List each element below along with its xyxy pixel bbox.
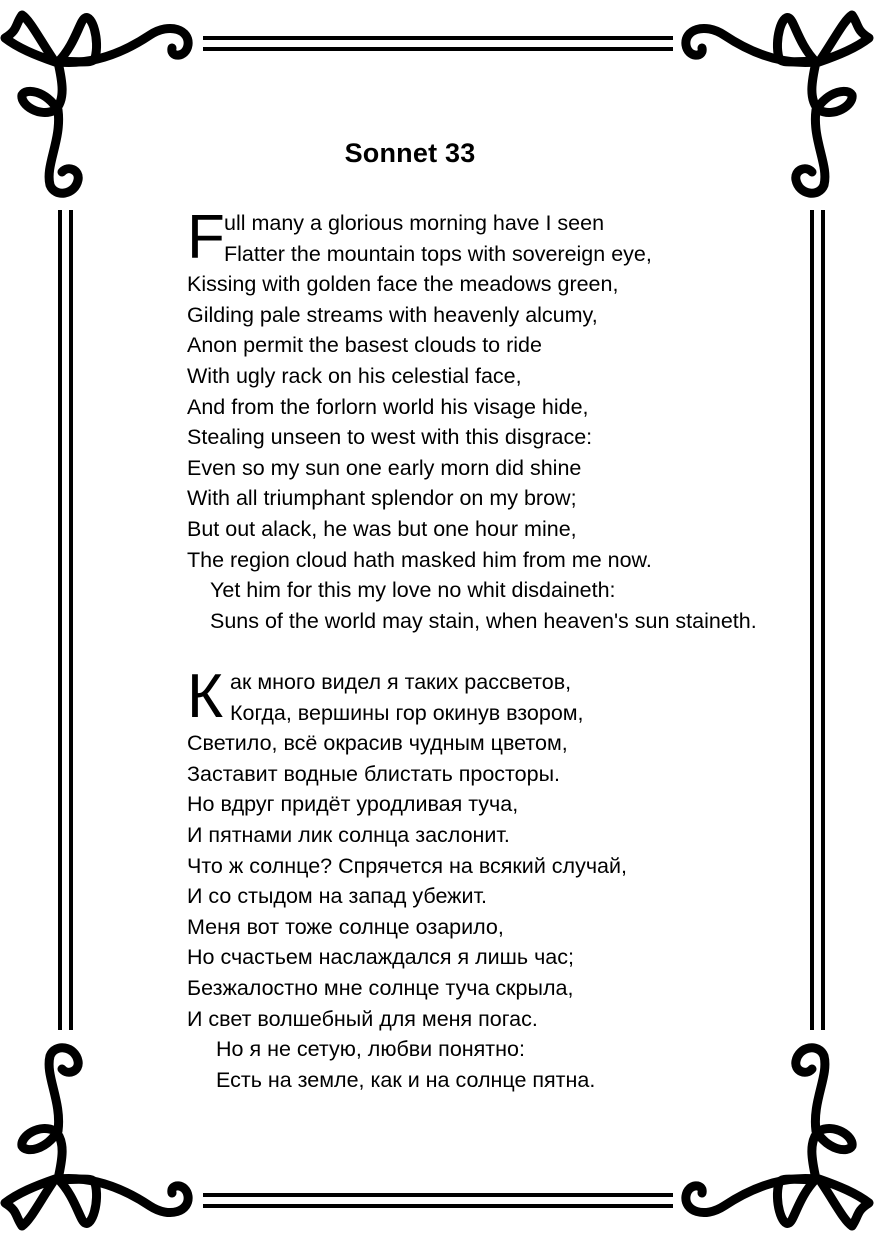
russian-translation [187, 662, 627, 1095]
corner-ornament-top-right-icon [674, 0, 874, 210]
couplet-line: Но я не сетую, любви понятно: [216, 1037, 525, 1062]
poem-line: And from the forlorn world his visage hide, [187, 394, 589, 419]
poem-line: Stealing unseen to west with this disgrace: [187, 425, 593, 450]
frame-bottom-rule-outer [203, 1204, 673, 1208]
couplet-line: Yet him for this my love no whit disdaineth: [210, 578, 616, 603]
frame-right-rule-inner [810, 210, 814, 1030]
poem-line: The region cloud hath masked him from me now. [187, 547, 652, 572]
corner-ornament-bottom-left-icon [0, 1031, 200, 1241]
poem-line: Безжалостно мне солнце туча скрыла, [187, 975, 574, 1000]
poem-line: И свет волшебный для меня погас. [187, 1006, 538, 1031]
poem-line: Что ж солнце? Спрячется на всякий случай, [187, 853, 627, 878]
poem-line: Светило, всё окрасив чудным цветом, [187, 731, 568, 756]
frame-left-rule-inner [69, 210, 73, 1030]
poem-line: ак много видел я таких рассветов, [230, 670, 572, 694]
frame-top-rule-inner [203, 47, 673, 51]
couplet-line: Есть на земле, как и на солнце пятна. [216, 1067, 596, 1092]
couplet-line: Suns of the world may stain, when heaven's sun staineth. [210, 608, 757, 633]
poem-line: Even so my sun one early morn did shine [187, 455, 582, 480]
frame-left-rule-outer [58, 210, 62, 1030]
poem-line: И пятнами лик солнца заслонит. [187, 822, 510, 847]
poem-line: Flatter the mountain tops with sovereign eye, [224, 241, 652, 266]
poem-line: Gilding pale streams with heavenly alcumy, [187, 302, 598, 327]
stanza-opening [187, 203, 757, 272]
english-sonnet [187, 203, 757, 636]
poem-line: Когда, вершины гор окинув взором, [230, 700, 584, 725]
poem-line: ull many a glorious morning have I seen [224, 211, 605, 235]
poem-line: With ugly rack on his celestial face, [187, 363, 522, 388]
poem-line: И со стыдом на запад убежит. [187, 884, 488, 909]
frame-top-rule-outer [203, 36, 673, 40]
stanza-opening [187, 662, 627, 731]
poem-line: Но счастьем наслаждался я лишь час; [187, 945, 574, 970]
frame-right-rule-outer [821, 210, 825, 1030]
drop-cap: F [187, 203, 225, 272]
poem-line: But out alack, he was but one hour mine, [187, 516, 577, 541]
poem-line: Заставит водные блистать просторы. [187, 761, 560, 786]
corner-ornament-top-left-icon [0, 0, 200, 210]
frame-bottom-rule-inner [203, 1193, 673, 1197]
poem-line: Меня вот тоже солнце озарило, [187, 914, 504, 939]
poem-line: Anon permit the basest clouds to ride [187, 333, 542, 358]
corner-ornament-bottom-right-icon [674, 1031, 874, 1241]
page-title: Sonnet 33 [344, 138, 476, 168]
poem-line: Kissing with golden face the meadows green, [187, 272, 619, 297]
drop-cap: К [187, 662, 224, 731]
poem-line: With all triumphant splendor on my brow; [187, 486, 577, 511]
poem-line: Но вдруг придёт уродливая туча, [187, 792, 519, 817]
